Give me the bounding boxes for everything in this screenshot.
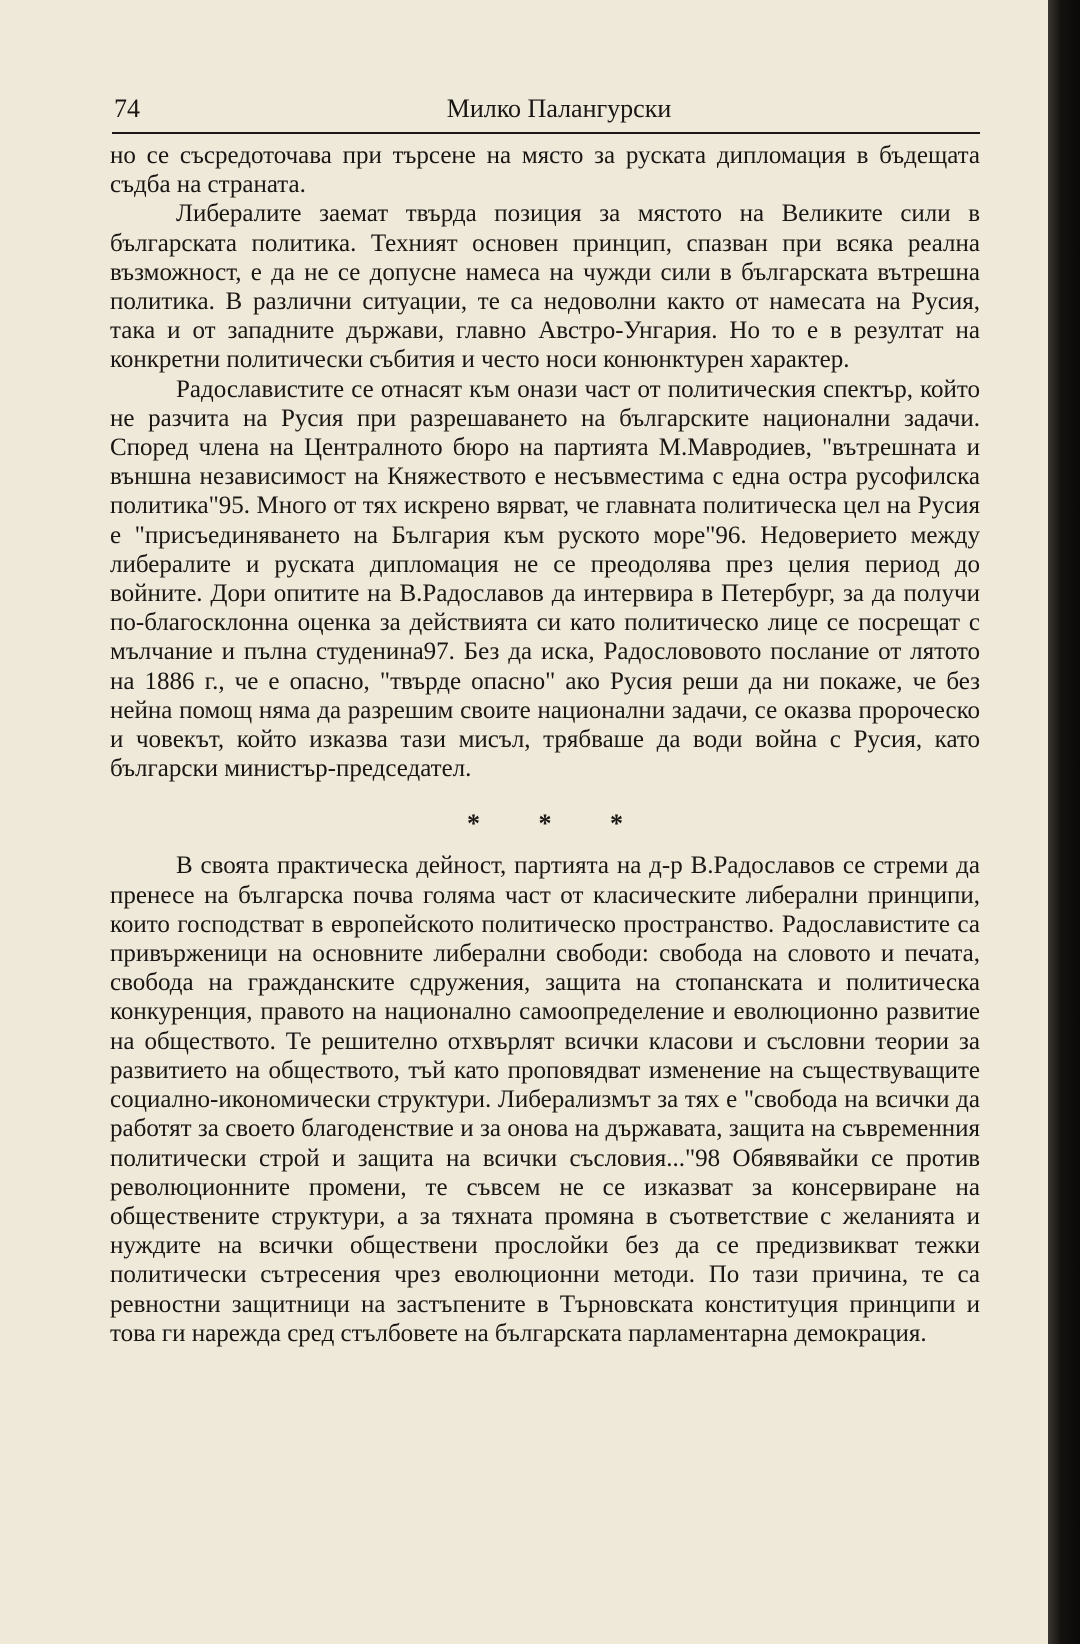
section-separator: * * * <box>467 809 649 839</box>
running-title: Милко Палангурски <box>446 94 672 123</box>
paragraph-3: Радославистите се отнасят към онази част от политическия спектър, който не разчита на Русия при разрешаването на българските национални задачи. Според члена на Централното бюро на партията М.Мавродиев, "вътрешната и външна независимост на Княжеството е несъвместима с една остра русофилска политика"95. Много от тях искрено вярват, че главната политическа цел на Русия е "присъединяването на България към руското море"96. Недоверието между либералите и руската дипломация не се преодолява през целия период до войните. Дори опитите на В.Радославов да интервира в Петербург, за да получи по-благосклонна оценка за действията си като политическо лице се посрещат с мълчание и пълна студенина97. Без да иска, Радослововото послание от лятото на 1886 г., че е опасно, "твърде опасно" ако Русия реши да ни покаже, че без нейна помощ няма да разрешим своите национални задачи, се оказва пророческо и човекът, който изказва тази мисъл, трябваше да води война с Русия, като български министър-председател. <box>110 375 980 783</box>
body-text <box>110 141 980 1348</box>
book-spine-shadow <box>1048 0 1080 1644</box>
paragraph-1: но се съсредоточава при търсене на място за руската дипломация в бъдещата съдба на страната. <box>110 142 980 199</box>
paragraph-4: В своята практическа дейност, партията на д-р В.Радославов се стреми да пренесе на българска почва голяма част от класическите либерални принципи, които господстват в европейското политическо пространство. Радославистите са привърженици на основните либерални свободи: свобода на словото и печата, свобода на гражданските сдружения, защита на стопанската и политическа конкуренция, правото на национално самоопределение и еволюционно развитие на обществото. Те решително отхвърлят всички класови и съсловни теории за развитието на обществото, тъй като проповядват изменение на съществуващите социално-икономически структури. Либерализмът за тях е "свобода на всички да работят за своето благоденствие и за онова на държавата, защита на съвременния политически строй и защита на всички съсловия..."98 Обявявайки се против революционните промени, те съвсем не се изказват за консервиране на обществените структури, а за тяхната промяна в съответствие с желанията и нуждите на всички обществени прослойки без да се предизвикват тежки политически сътресения чрез еволюционни методи. По тази причина, те са ревностни защитници на застъпените в Търновската конституция принципи и това ги нарежда сред стълбовете на българската парламентарна демокрация. <box>110 852 980 1347</box>
page-header <box>112 92 980 134</box>
paragraph-2: Либералите заемат твърда позиция за мястото на Великите сили в българската политика. Техният основен принцип, спазван при всяка реална възможност, е да не се допусне намеса на чужди сили в българската вътрешна политика. В различни ситуации, те са недоволни както от намесата на Русия, така и от западните държави, главно Австро-Унгария. Но то е в резултат на конкретни политически събития и често носи конюнктурен характер. <box>110 200 980 374</box>
page-number: 74 <box>114 94 140 123</box>
